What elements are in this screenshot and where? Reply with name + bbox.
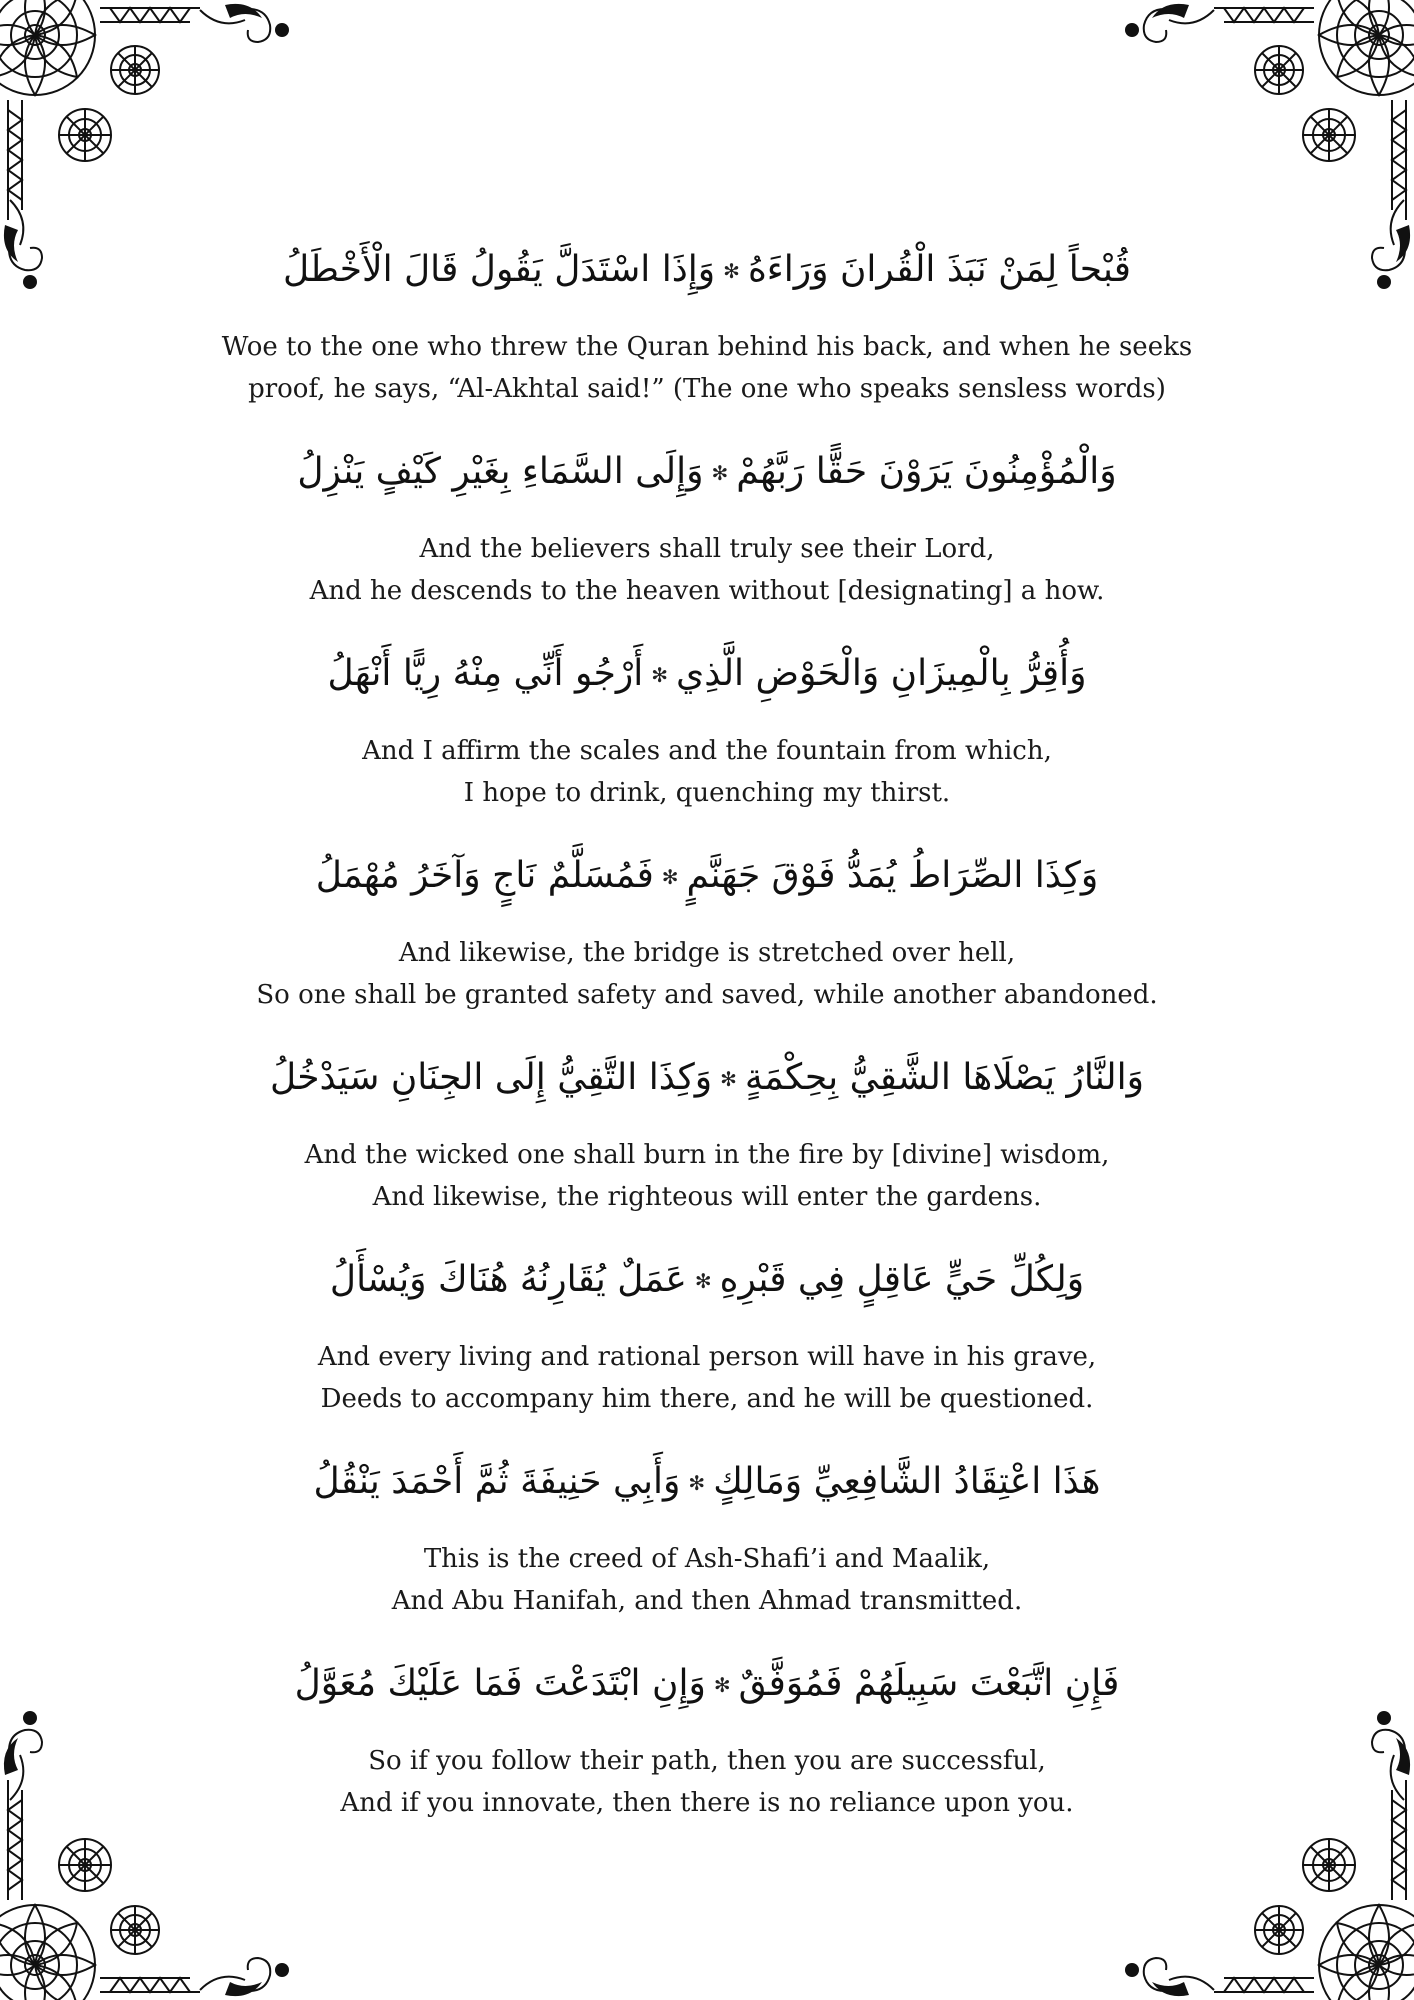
arabic-line — [150, 1040, 1264, 1116]
arabic-hemistich-second: وَإِذَا اسْتَدَلَّ يَقُولُ قَالَ الْأَخْطَلُ — [282, 249, 716, 290]
arabic-line — [150, 1242, 1264, 1318]
arabic-hemistich-first: وَكِذَا الصِّرَاطُ يُمَدُّ فَوْقَ جَهَنَّمٍ — [686, 855, 1099, 896]
arabic-line — [150, 434, 1264, 510]
verse-separator-icon: ✻ — [651, 663, 669, 687]
arabic-hemistich-second: وَإِلَى السَّمَاءِ بِغَيْرِ كَيْفٍ يَنْزِلُ — [297, 451, 704, 492]
arabic-hemistich-first: فَإِنِ اتَّبَعْتَ سَبِيلَهُمْ فَمُوَفَّقٌ — [738, 1663, 1120, 1704]
verse-separator-icon: ✻ — [711, 461, 729, 485]
arabic-line — [150, 838, 1264, 914]
arabic-line — [150, 636, 1264, 712]
verse-6 — [150, 1242, 1264, 1420]
verse-separator-icon: ✻ — [688, 1471, 706, 1495]
english-translation — [150, 1134, 1264, 1218]
arabic-line — [150, 1444, 1264, 1520]
arabic-hemistich-second: فَمُسَلَّمٌ نَاجٍ وَآخَرُ مُهْمَلُ — [315, 855, 654, 896]
verse-3 — [150, 636, 1264, 814]
english-translation — [150, 932, 1264, 1016]
verse-2 — [150, 434, 1264, 612]
arabic-hemistich-second: وَأَبِي حَنِيفَةَ ثُمَّ أَحْمَدَ يَنْقُلُ — [313, 1461, 681, 1502]
english-translation — [150, 326, 1264, 410]
verse-separator-icon: ✻ — [713, 1673, 731, 1697]
arabic-hemistich-second: وَكِذَا التَّقِيُّ إِلَى الجِنَانِ سَيَدْخُلُ — [269, 1057, 713, 1098]
translation-line-2: And if you innovate, then there is no reliance upon you. — [340, 1788, 1074, 1818]
translation-line-2: And Abu Hanifah, and then Ahmad transmitted. — [391, 1586, 1023, 1616]
arabic-hemistich-first: وَلِكُلِّ حَيٍّ عَاقِلٍ فِي قَبْرِهِ — [719, 1259, 1085, 1300]
translation-line-1: And likewise, the bridge is stretched over hell, — [398, 938, 1016, 968]
verse-4 — [150, 838, 1264, 1016]
translation-line-1: Woe to the one who threw the Quran behind his back, and when he seeks — [221, 332, 1193, 362]
translation-line-2: I hope to drink, quenching my thirst. — [463, 778, 951, 808]
verse-separator-icon: ✻ — [661, 865, 679, 889]
translation-line-2: And likewise, the righteous will enter the gardens. — [372, 1182, 1042, 1212]
verse-5 — [150, 1040, 1264, 1218]
translation-line-1: And the wicked one shall burn in the fire by [divine] wisdom, — [304, 1140, 1110, 1170]
arabic-hemistich-second: وَإِنِ ابْتَدَعْتَ فَمَا عَلَيْكَ مُعَوَّلُ — [294, 1663, 706, 1704]
verse-7 — [150, 1444, 1264, 1622]
arabic-hemistich-first: وَالْمُؤْمِنُونَ يَرَوْنَ حَقًّا رَبَّهُمْ — [736, 451, 1117, 492]
arabic-hemistich-first: وَأُقِرُّ بِالْمِيزَانِ وَالْحَوْضِ الَّذِي — [676, 653, 1087, 694]
english-translation — [150, 730, 1264, 814]
translation-line-2: Deeds to accompany him there, and he will be questioned. — [320, 1384, 1094, 1414]
verse-separator-icon: ✻ — [723, 259, 740, 283]
translation-line-1: And I affirm the scales and the fountain from which, — [362, 736, 1052, 766]
arabic-hemistich-second: عَمَلٌ يُقَارِنُهُ هُنَاكَ وَيُسْأَلُ — [329, 1259, 687, 1300]
arabic-hemistich-first: هَذَا اعْتِقَادُ الشَّافِعِيِّ وَمَالِكٍ — [713, 1461, 1101, 1502]
arabic-line — [150, 1646, 1264, 1722]
english-translation — [150, 1538, 1264, 1622]
translation-line-1: And every living and rational person will have in his grave, — [317, 1342, 1097, 1372]
english-translation — [150, 528, 1264, 612]
english-translation — [150, 1336, 1264, 1420]
english-translation — [150, 1740, 1264, 1824]
translation-line-1: And the believers shall truly see their Lord, — [419, 534, 995, 564]
arabic-hemistich-first: وَالنَّارُ يَصْلَاهَا الشَّقِيُّ بِحِكْمَةٍ — [744, 1057, 1145, 1098]
verse-separator-icon: ✻ — [720, 1067, 737, 1091]
translation-line-2: And he descends to the heaven without [designating] a how. — [309, 576, 1105, 606]
translation-line-2: proof, he says, “Al-Akhtal said!” (The one who speaks sensless words) — [248, 374, 1166, 404]
verse-8 — [150, 1646, 1264, 1824]
arabic-hemistich-second: أَرْجُو أَنِّي مِنْهُ رِيًّا أَنْهَلُ — [327, 653, 644, 694]
arabic-hemistich-first: قُبْحاً لِمَنْ نَبَذَ الْقُرانَ وَرَاءَهُ — [747, 249, 1131, 290]
verse-separator-icon: ✻ — [694, 1269, 712, 1293]
poem-body — [150, 232, 1264, 1824]
arabic-line — [150, 232, 1264, 308]
verse-1 — [150, 232, 1264, 410]
translation-line-1: So if you follow their path, then you are successful, — [368, 1746, 1046, 1776]
translation-line-2: So one shall be granted safety and saved, while another abandoned. — [256, 980, 1158, 1010]
translation-line-1: This is the creed of Ash-Shafi’i and Maalik, — [423, 1544, 991, 1574]
